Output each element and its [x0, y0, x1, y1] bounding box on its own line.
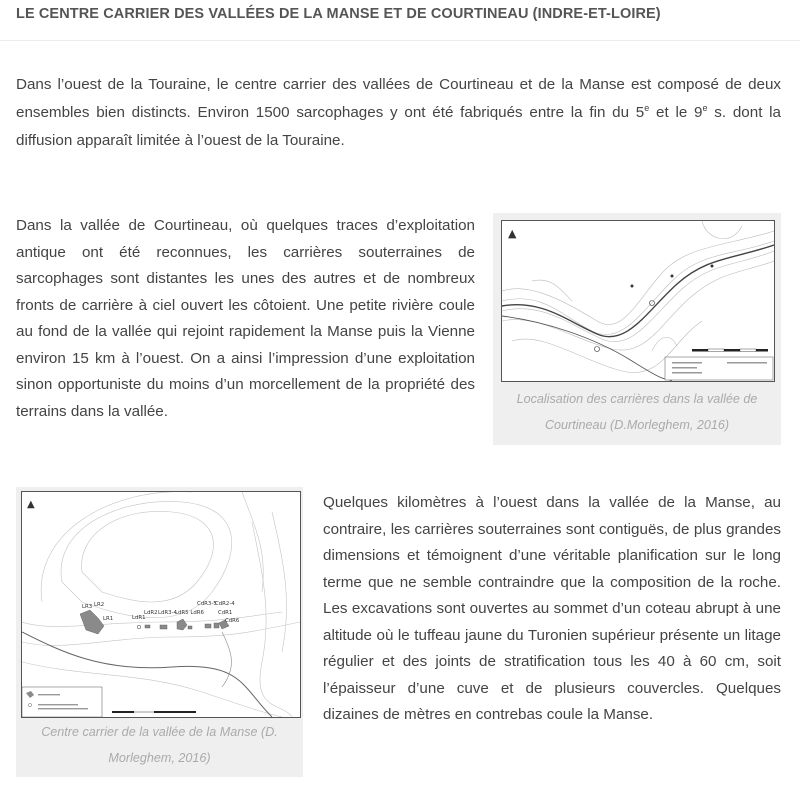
- svg-text:LR2: LR2: [94, 602, 105, 608]
- svg-text:LdR5 LdR6: LdR5 LdR6: [175, 610, 204, 616]
- quarry-labels: [82, 601, 240, 624]
- manse-figure-caption: Centre carrier de la vallée de la Manse (D. Morleghem, 2016): [41, 725, 278, 765]
- manse-map[interactable]: [21, 491, 301, 718]
- manse-paragraph: Quelques kilomètres à l’ouest dans la vallée de la Manse, au contraire, les carrières souterraines sont contiguës, de plus grandes dimensions et témoignent d’une véritable planification sur le long terme que ne semble contraindre que la composition de la roche. Les excavations sont ouvertes au sommet d’un coteau abrupt à une altitude où le tuffeau jaune du Turonien supérieur présente un litage régulier et des joints de stratification tous les 40 à 60 cm, soit l’épaisseur d’une cuve et de plusieurs couvercles. Quelques dizaines de mètres en contrebas coule la Manse.: [323, 494, 781, 723]
- svg-text:LR3: LR3: [82, 604, 93, 610]
- svg-text:LR1: LR1: [103, 616, 114, 622]
- courtineau-map[interactable]: [501, 220, 775, 382]
- scale-bar: [692, 349, 768, 352]
- manse-map-drawing: [22, 492, 300, 717]
- road-line: [502, 316, 672, 381]
- svg-text:CdR1: CdR1: [218, 610, 233, 616]
- superscript: e: [644, 102, 650, 113]
- svg-text:CdR3-5: CdR3-5: [197, 601, 217, 607]
- manse-figure: [16, 487, 303, 777]
- river-line: [502, 245, 774, 337]
- contour-lines: [22, 492, 300, 717]
- superscript: e: [702, 102, 708, 113]
- courtineau-figure: [493, 213, 781, 445]
- north-arrow-icon: ▲: [27, 499, 35, 510]
- intro-text-part: Dans l’ouest de la Touraine, le centre carrier des vallées de Courtineau et de la Manse est composé de deux ensembles bien distincts. Environ 1500 sarcophages y ont été fabriqués entre la fin du 5: [16, 76, 781, 121]
- scale-bar: [112, 711, 196, 713]
- svg-text:CdR2-4: CdR2-4: [215, 601, 235, 607]
- svg-text:LdR1: LdR1: [132, 615, 146, 621]
- intro-text-part: s. dont la diffusion apparaît limitée à l’ouest de la Touraine.: [16, 104, 781, 149]
- page-title: LE CENTRE CARRIER DES VALLÉES DE LA MANSE ET DE COURTINEAU (INDRE-ET-LOIRE): [16, 6, 661, 22]
- courtineau-figure-caption: Localisation des carrières dans la vallée de Courtineau (D.Morleghem, 2016): [516, 392, 758, 432]
- intro-text-part: et le 9: [649, 104, 703, 121]
- svg-text:CdR6: CdR6: [225, 618, 240, 624]
- page-header: [0, 0, 800, 41]
- svg-text:LdR2: LdR2: [144, 610, 158, 616]
- courtineau-map-drawing: [502, 221, 774, 381]
- svg-text:LdR3-4: LdR3-4: [158, 610, 177, 616]
- map-legend: [22, 687, 102, 717]
- courtineau-paragraph: Dans la vallée de Courtineau, où quelques traces d’exploitation antique ont été reconnues, les carrières souterraines de sarcophages sont distantes les unes des autres et de nombreux fronts de carrière à ciel ouvert les côtoient. Une petite rivière coule au fond de la vallée qui rejoint rapidement la Manse puis la Vienne environ 15 km à l’ouest. On a ainsi l’impression d’une exploitation sinon opportuniste du moins d’un morcellement de la propriété des terrains dans la vallée.: [16, 217, 475, 420]
- north-arrow-icon: ▲: [508, 227, 517, 240]
- intro-paragraph: [16, 71, 781, 155]
